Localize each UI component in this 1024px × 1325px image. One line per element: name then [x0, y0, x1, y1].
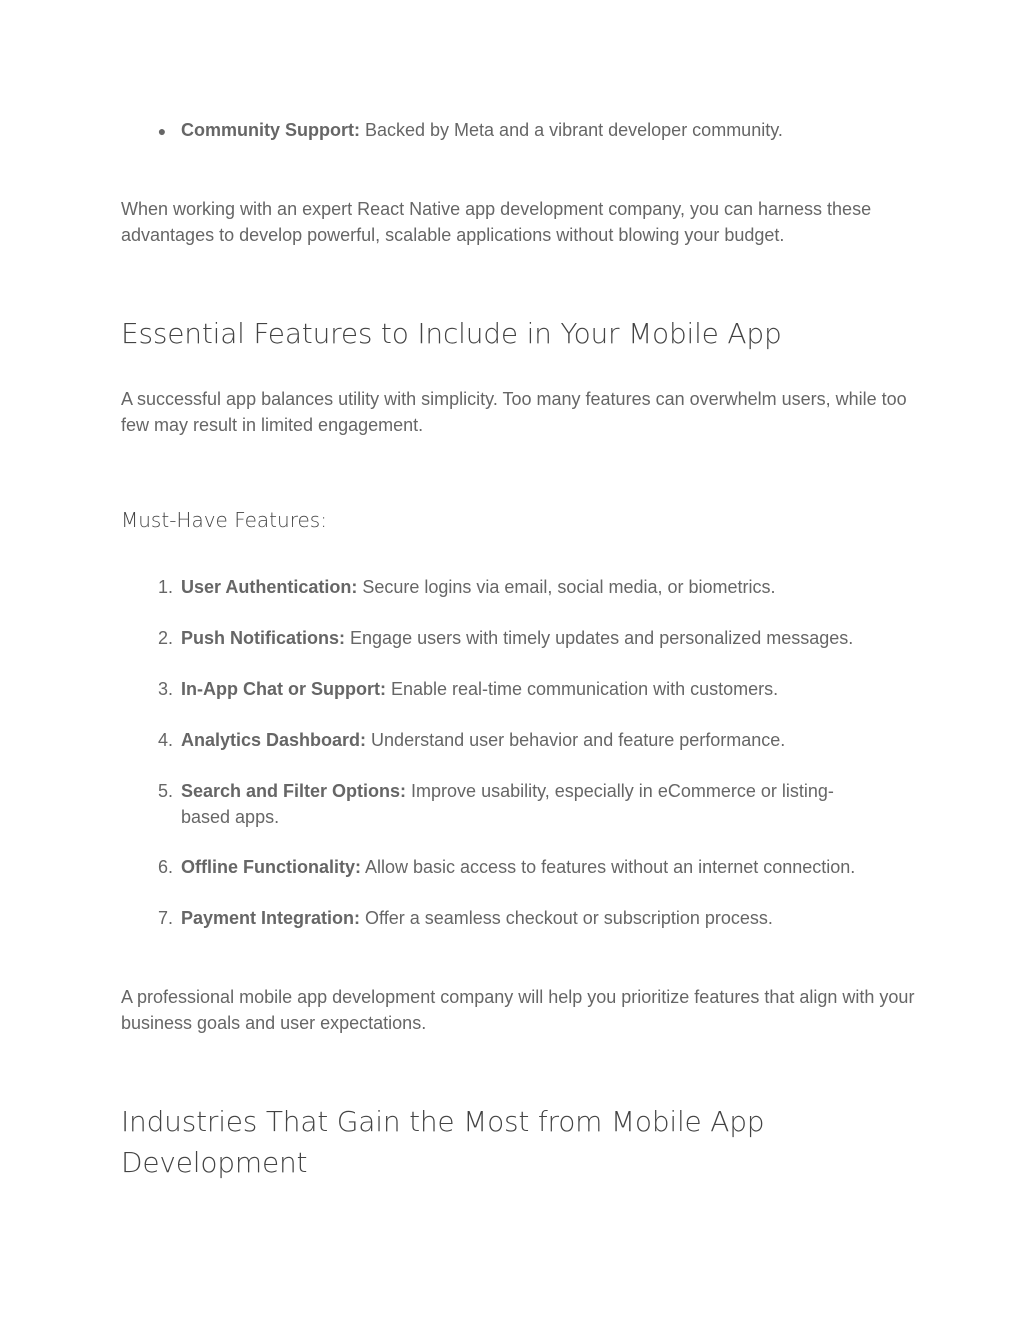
- list-item-text: Understand user behavior and feature performance.: [366, 730, 786, 750]
- list-item-text: Offer a seamless checkout or subscription process.: [360, 908, 773, 928]
- list-item-label: Community Support:: [181, 120, 360, 140]
- list-item: [157, 626, 921, 652]
- bullet-marker: ●: [157, 123, 167, 139]
- list-number: 7.: [157, 908, 173, 928]
- list-number: 1.: [157, 577, 173, 597]
- list-item-text: Enable real-time communication with customers.: [385, 679, 779, 699]
- list-number: 5.: [157, 781, 173, 801]
- list-item-label: Push Notifications:: [181, 628, 346, 648]
- list-item-label: Analytics Dashboard:: [181, 730, 367, 750]
- list-item-label: User Authentication:: [181, 577, 358, 597]
- list-item: [157, 575, 921, 601]
- list-number: 6.: [157, 857, 173, 877]
- list-item: [157, 906, 921, 932]
- sub-heading: Must-Have Features:: [121, 508, 327, 532]
- list-item-label: In-App Chat or Support:: [181, 679, 386, 699]
- list-item-label: Offline Functionality:: [181, 857, 361, 877]
- list-item-text: Improve usability, especially in eCommerce or listing-based apps.: [181, 781, 834, 827]
- paragraph: A successful app balances utility with simplicity. Too many features can overwhelm users, while too few may result in limited engagement.: [121, 389, 907, 435]
- list-item-text: Backed by Meta and a vibrant developer community.: [359, 120, 783, 140]
- paragraph: A professional mobile app development company will help you prioritize features that align with your business goals and user expectations.: [121, 987, 915, 1033]
- section-heading: Essential Features to Include in Your Mobile App: [121, 317, 782, 350]
- list-item-text: Engage users with timely updates and personalized messages.: [345, 628, 854, 648]
- section-heading: Industries That Gain the Most from Mobile App Development: [121, 1105, 765, 1179]
- list-item-text: Allow basic access to features without an internet connection.: [361, 857, 856, 877]
- list-number: 3.: [157, 679, 173, 699]
- list-item: [157, 728, 921, 754]
- list-number: 2.: [157, 628, 173, 648]
- list-item: [157, 118, 921, 144]
- list-item: [157, 677, 921, 703]
- list-item: [157, 779, 841, 830]
- list-item-label: Payment Integration:: [181, 908, 361, 928]
- list-item-label: Search and Filter Options:: [181, 781, 407, 801]
- paragraph: When working with an expert React Native app development company, you can harness these advantages to develop powerful, scalable applications without blowing your budget.: [121, 199, 872, 245]
- list-item-text: Secure logins via email, social media, or biometrics.: [357, 577, 776, 597]
- list-item: [157, 855, 921, 881]
- list-number: 4.: [157, 730, 173, 750]
